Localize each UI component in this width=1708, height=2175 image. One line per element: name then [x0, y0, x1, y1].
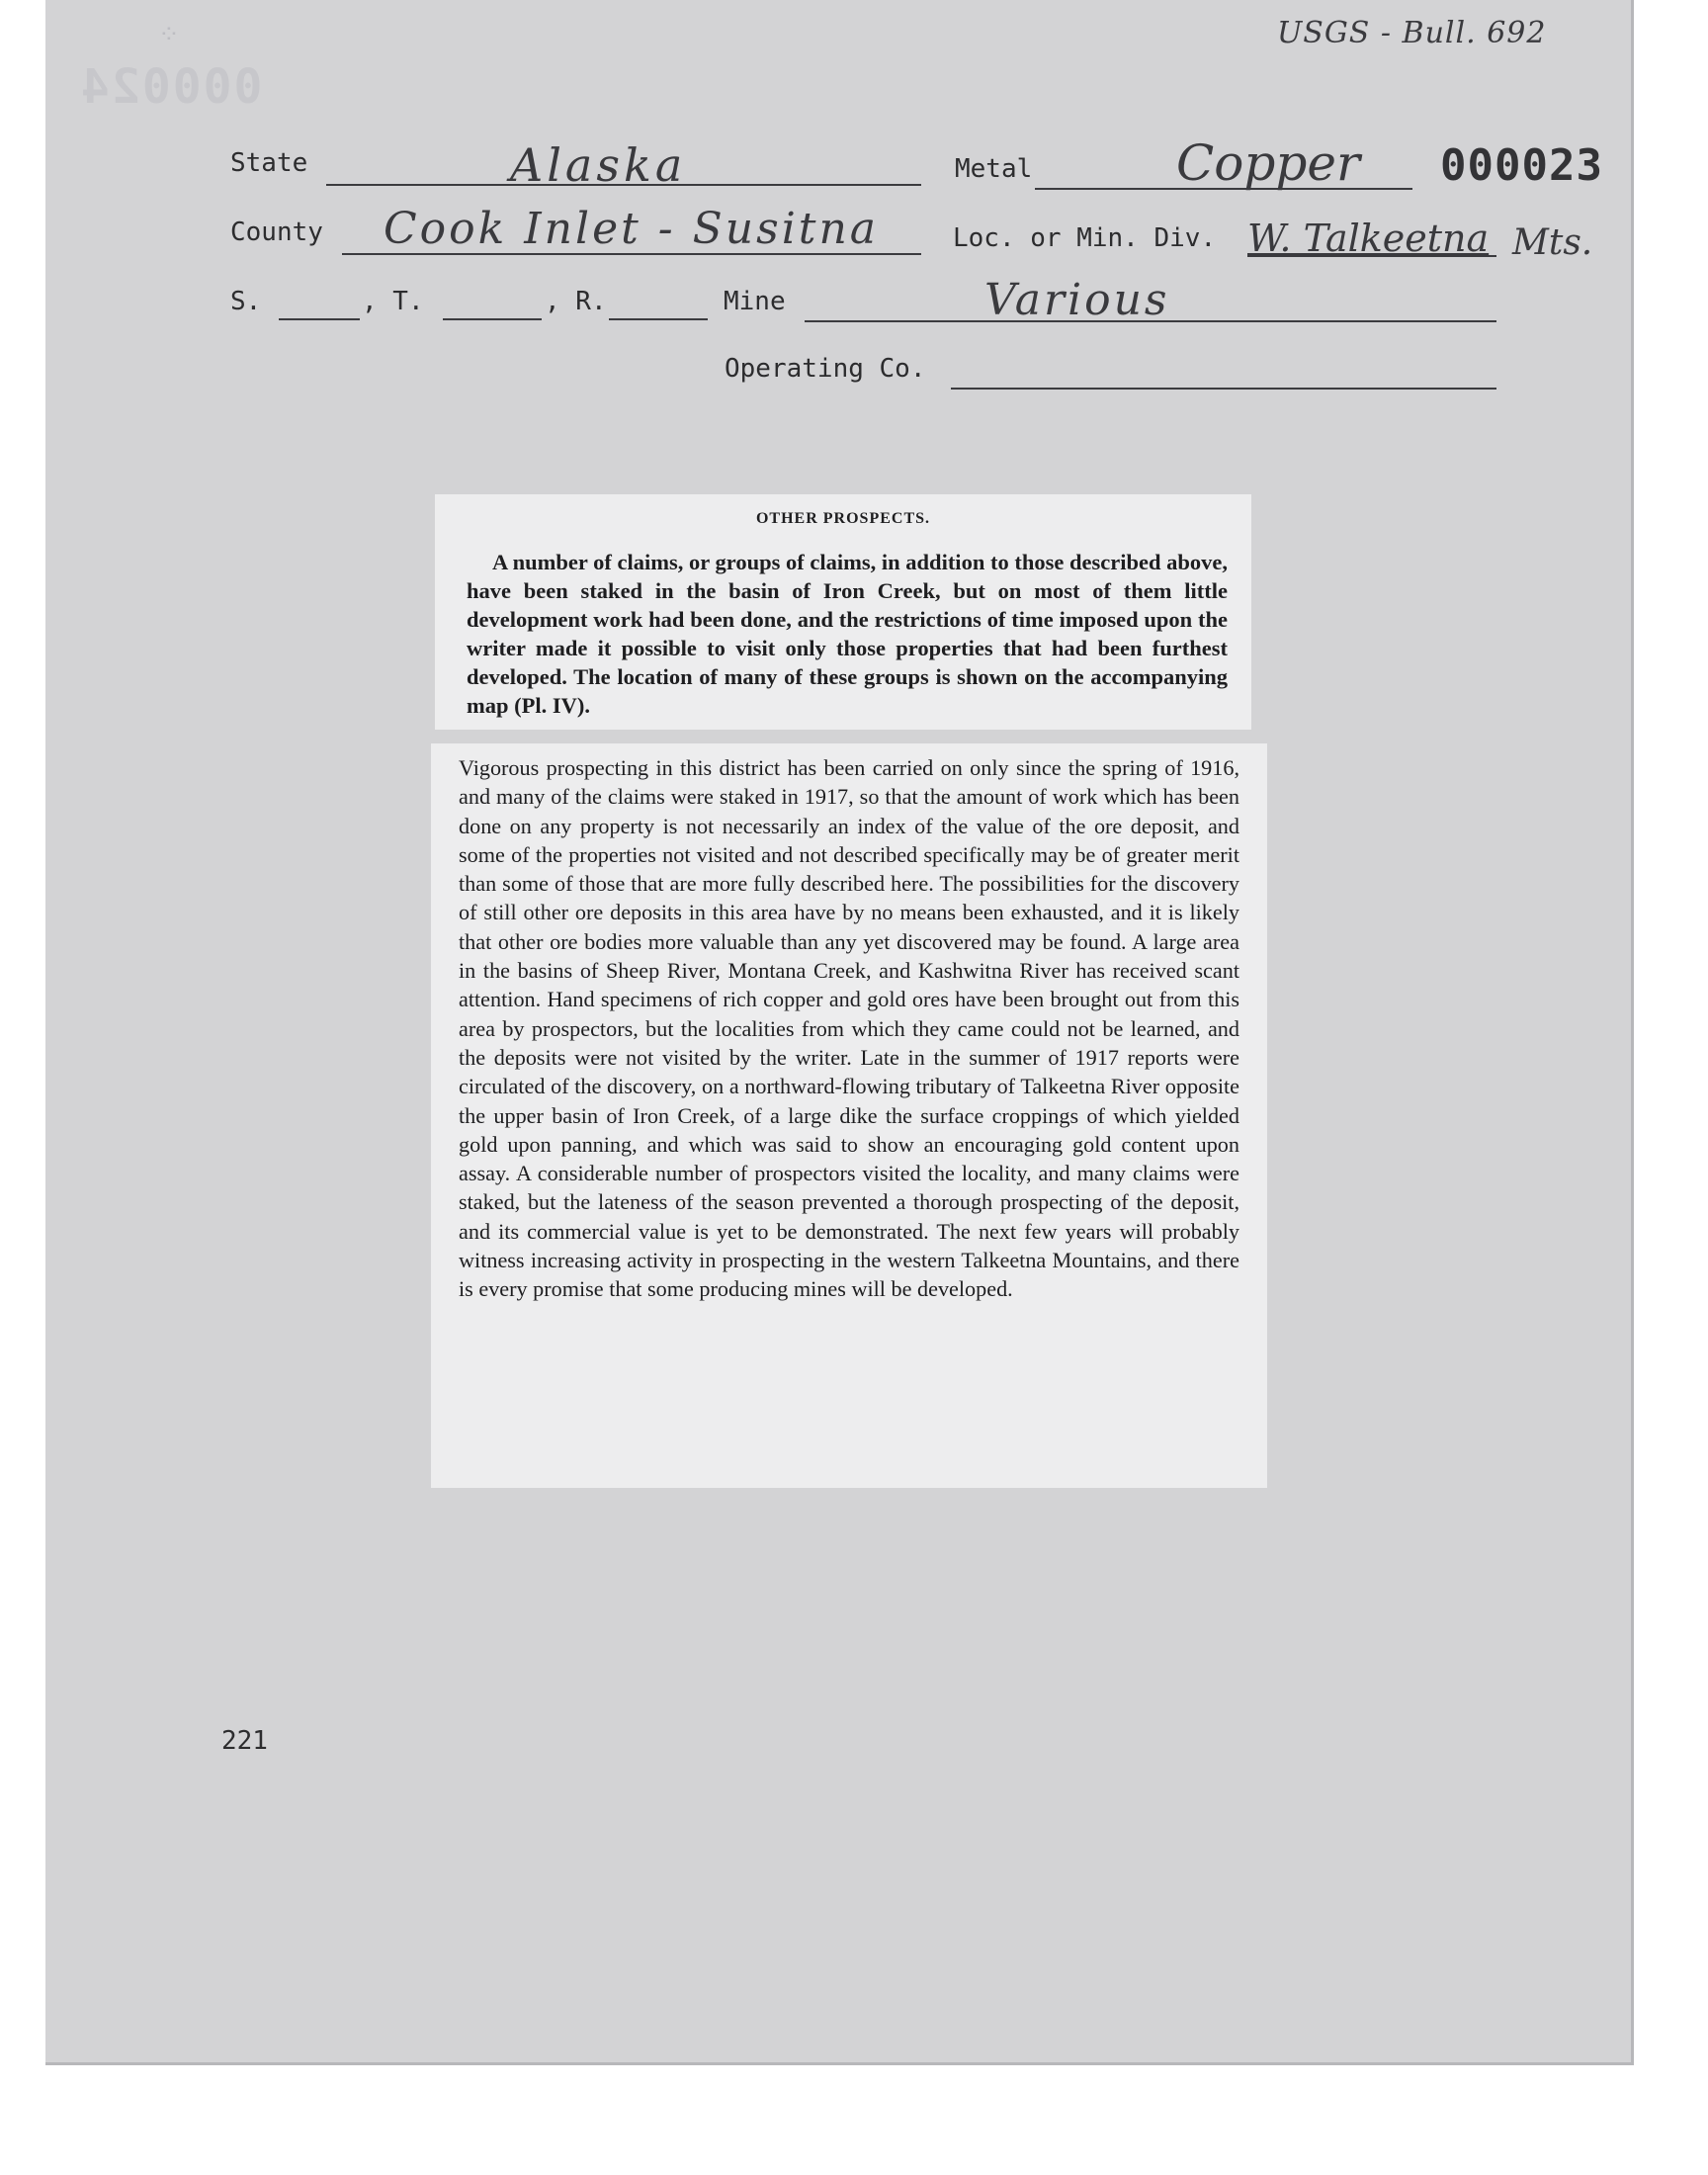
- stamp-mark: ⁘: [158, 20, 180, 49]
- section-label: S.: [230, 287, 262, 316]
- operating-co-line: [951, 388, 1496, 390]
- metal-value: Copper: [1176, 134, 1360, 192]
- clipping-paragraph: A number of claims, or groups of claims, in addition to those described above, have been staked in the basin of Iron Creek, but on most of them little development work had been done, and the restrictions of time imposed upon the writer made it possible to visit only those properties that had been furthest developed. The location of many of these groups is shown on the accompanying map (Pl. IV).: [467, 550, 1228, 718]
- loc-label: Loc. or Min. Div.: [953, 223, 1217, 253]
- clipping-paragraph: Vigorous prospecting in this district has been carried on only since the spring of 1916, and many of the claims were staked in 1917, so that the amount of work which has been done on any property is not necessarily an index of the value of the ore deposit, and some of the properties not visited and not described specifically may be of greater merit than some of those that are more fully described here. The possibilities for the discovery of still other ore deposits in this area have by no means been exhausted, and it is likely that other ore bodies more valuable than any yet discovered may be found. A large area in the basins of Sheep River, Montana Creek, and Kashwitna River has received scant attention. Hand specimens of rich copper and gold ores have been brought out from this area by prospectors, but the localities from which they came could not be learned, and the deposits were not visited by the writer. Late in the summer of 1917 reports were circulated of the discovery, on a northward-flowing tributary of Talkeetna River opposite the upper basin of Iron Creek, of a large dike the surface croppings of which yielded gold upon panning, and which was said to show an encouraging gold content upon assay. A considerable number of prospectors visited the locality, and many claims were staked, but the lateness of the season prevented a thorough prospecting of the deposit, and its commercial value is yet to be demonstrated. The next few years will probably witness increasing activity in prospecting in the western Talkeetna Mountains, and there is every promise that some producing mines will be developed.: [459, 755, 1239, 1302]
- sequence-number: 000023: [1440, 140, 1603, 191]
- township-label: , T.: [362, 287, 424, 316]
- clipping-title: OTHER PROSPECTS.: [755, 510, 931, 527]
- reference-note: USGS - Bull. 692: [1277, 16, 1547, 50]
- state-value: Alaska: [510, 138, 687, 192]
- range-label: , R.: [545, 287, 607, 316]
- page-number: 221: [221, 1726, 268, 1756]
- clipping-vigorous-prospecting: [431, 743, 1267, 1488]
- county-value: Cook Inlet - Susitna: [384, 204, 880, 254]
- section-line: [279, 318, 360, 320]
- range-line: [609, 318, 708, 320]
- loc-value-suffix: Mts.: [1512, 222, 1593, 263]
- reversed-stamp-number: 000024: [79, 59, 263, 115]
- metal-label: Metal: [955, 154, 1033, 184]
- township-line: [443, 318, 542, 320]
- operating-co-label: Operating Co.: [725, 354, 926, 384]
- mine-label: Mine: [724, 287, 786, 316]
- county-label: County: [230, 218, 323, 247]
- state-label: State: [230, 148, 308, 178]
- clipping-other-prospects: [435, 494, 1251, 730]
- mine-value: Various: [984, 275, 1170, 325]
- loc-value: W. Talkeetna: [1247, 217, 1490, 260]
